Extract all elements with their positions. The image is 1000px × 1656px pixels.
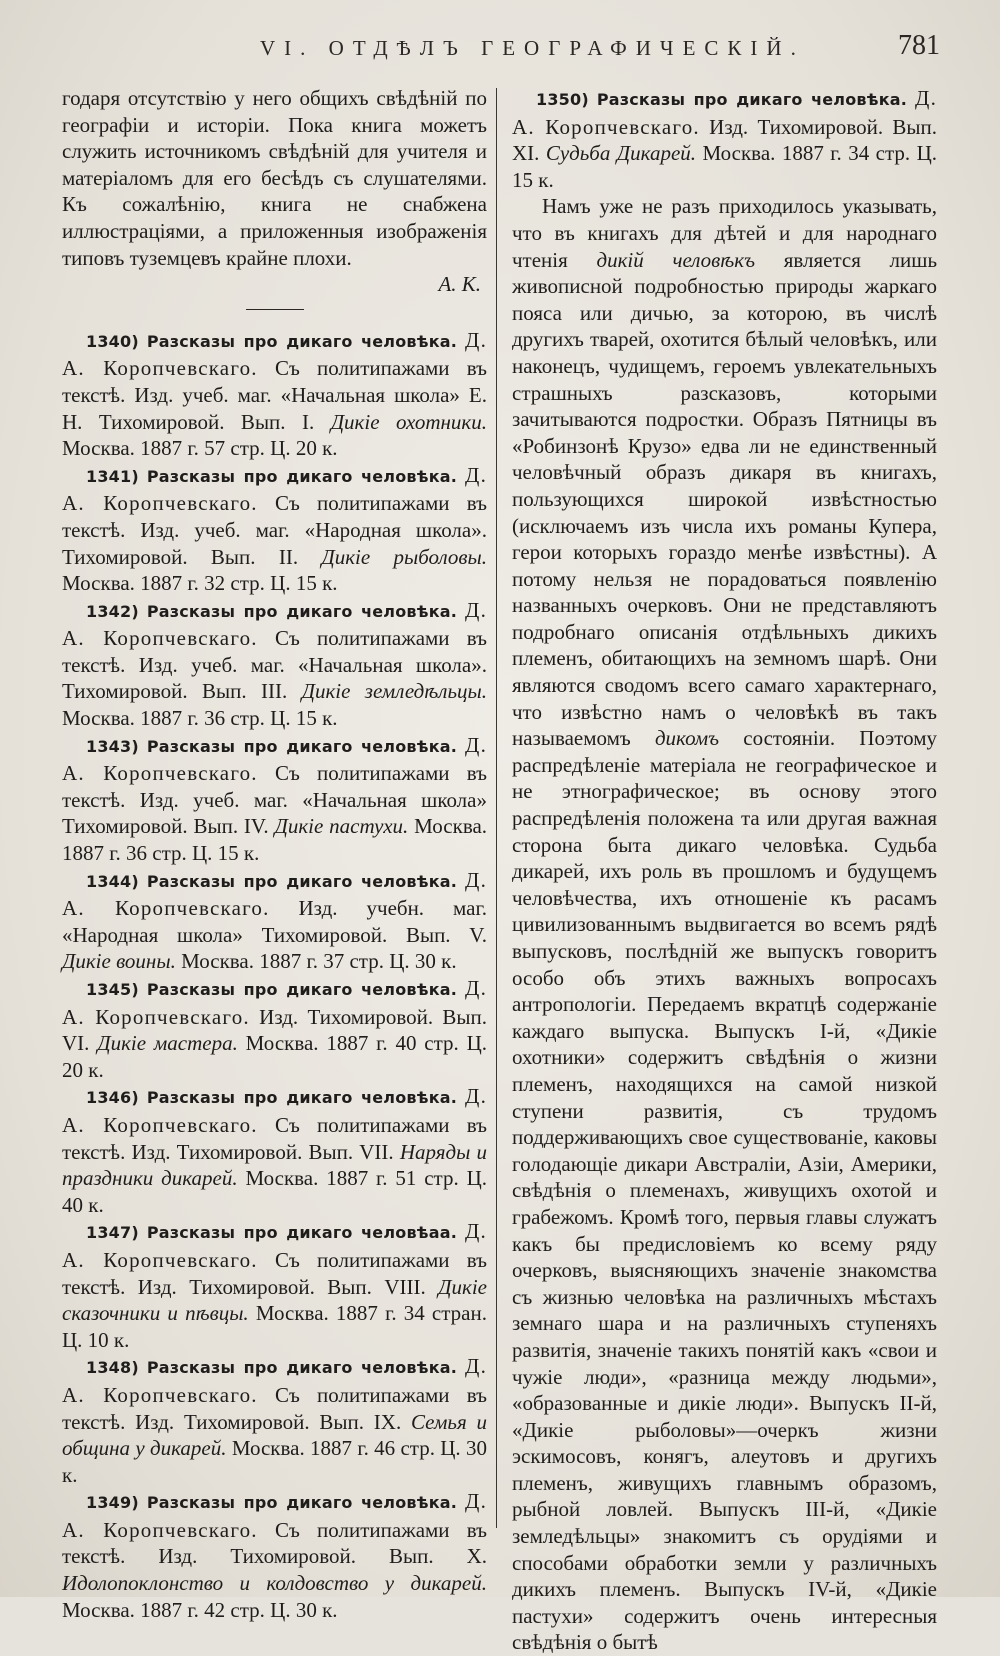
entry-details: Съ политипажами въ текстѣ. Изд. Тихомировой. Вып. VII. [62, 1112, 487, 1164]
entry-imprint: Москва. 1887 г. 37 стр. Ц. 30 к. [181, 949, 457, 974]
entry-title: Дикіе сказочники и пѣвцы. [62, 1274, 487, 1326]
section-rule [246, 309, 304, 310]
entry-author: Д. А. Коропчевскаго. [512, 86, 938, 139]
entry-heading: Разсказы про дикаго человѣка. [146, 331, 458, 351]
bibliography-entry [62, 597, 487, 732]
entry-number: 1343) [86, 736, 139, 756]
bibliography-entry [62, 1353, 487, 1488]
bibliography-entry [62, 867, 487, 975]
entry-number: 1344) [86, 871, 139, 891]
entry-heading: Разсказы про дикаго человѣка. [146, 980, 458, 999]
entry-imprint: Москва. 1887 г. 36 стр. Ц. 15 к. [62, 706, 338, 731]
entry-heading: Разсказы про дикаго человѣка. [146, 601, 458, 621]
entry-details: Изд. Тихомировой. Вып. XI. [512, 114, 937, 166]
entry-heading: Разсказы про дикаго человѣаа. [146, 1223, 458, 1243]
entry-imprint: Москва. 1887 г. 36 стр. Ц. 15 к. [62, 814, 488, 866]
left-column [62, 85, 487, 1623]
entry-title: Дикіе воины. [62, 949, 176, 974]
entry-list [62, 327, 487, 1624]
entry-author: Д. А. Коропчевскаго. [62, 976, 488, 1029]
entry-author: Д. А. Коропчевскаго. [62, 462, 488, 516]
entry-number: 1349) [86, 1493, 139, 1513]
entry-details: Съ политипажами въ текстѣ. Изд. Тихомировой. Вып. IX. [62, 1382, 487, 1434]
bibliography-entry [62, 975, 487, 1083]
entry-title: Дикіе мастера. [97, 1031, 238, 1056]
entry-title: Дикіе рыболовы. [321, 544, 487, 569]
entry-details: Съ политипажами въ текстѣ. Изд. учеб. маг. «Начальная школа» Е. Н. Тихомировой. Вып. I. [62, 356, 487, 434]
page-number: 781 [898, 30, 940, 61]
entry-imprint: Москва. 1887 г. 42 стр. Ц. 30 к. [62, 1597, 338, 1622]
review-text: Намъ уже не разъ приходилось указывать, что въ книгахъ для дѣтей и для народнаго чтенія [512, 194, 937, 272]
entry-title: Дикіе пастухи. [274, 814, 409, 839]
bibliography-entry [62, 327, 487, 462]
entry-imprint: Москва. 1887 г. 34 стран. Ц. 10 к. [62, 1301, 487, 1352]
entry-details: Изд. Тихомировой. Вып. VI. [62, 1004, 487, 1056]
review-text: является лишь живописной подробностью природы жаркаго пояса или дичью, за которою, въ числѣ другихъ тварей, охотится бѣлый человѣкъ, или наконецъ, чудищемъ, героемъ увлекательныхъ страшныхъ разсказовъ, которыми зачитываются подростки. Образъ Пятницы въ «Робинзонѣ Крузо» едва ли не единственный человѣчный образъ дикаря въ книгахъ, пользующихся широкой извѣстностью (исключаемъ изъ числа ихъ романы Купера, герои которыхъ гораздо менѣе извѣстны). А потому нельзя не порадоваться появленію названныхъ очерковъ. Они не представляютъ подробнаго описанія отдѣльныхъ дикихъ племенъ, обитающихъ на земномъ шарѣ. Они являются сводомъ всего самаго характернаго, что извѣстно намъ о человѣкѣ въ такъ называемомъ [512, 247, 938, 751]
review-emphasis: дикомъ [654, 726, 720, 751]
entry-heading: Разсказы про дикаго человѣка. [146, 1358, 458, 1378]
review-text: состояніи. Поэтому распредѣленіе матеріала не географическое и не этнографическое; въ основу этого распредѣленія положена та или другая важная сторона быта дикаго человѣка. Судьба дикарей, ихъ роль въ прошломъ и будущемъ человѣчества, ихъ отношеніе къ расамъ цивилизованнымъ выдвигается во всемъ рядѣ выпусковъ, послѣдній же выпускъ говоритъ особо объ этихъ важныхъ вопросахъ антропологіи. Передаемъ вкратцѣ содержаніе каждаго выпуска. Выпускъ I-й, «Дикіе охотники» содержитъ свѣдѣнія о жизни племенъ, находящихся на самой низкой ступени развитія, съ трудомъ поддерживающихъ свое существованіе, каковы голодающіе дикари Австраліи, Азіи, Америки, свѣдѣнія о племенахъ, живущихъ охотой и грабежомъ. Кромѣ того, первыя главы служатъ какъ бы предисловіемъ ко всему ряду очерковъ, выясняющихъ значеніе знакомства съ жизнью человѣка на различныхъ мѣстахъ земнаго шара и на различныхъ ступеняхъ развитія, значеніе такихъ понятій какъ «свои и чужіе люди», «разница между людьми», «образованные и дикіе люди». Выпускъ II-й, «Дикіе рыболовы»—очеркъ жизни эскимосовъ, конягъ, алеутовъ и другихъ племенъ, живущихъ главнымъ образомъ, рыбной ловлей. Выпускъ III-й, «Дикіе земледѣльцы» знакомитъ съ орудіями и способами обработки земли у различныхъ дикихъ племенъ. Выпускъ IV-й, «Дикіе пастухи» содержитъ очень интересныя свѣдѣнія о бытѣ [512, 726, 938, 1655]
review-signature: А. К. [438, 272, 481, 297]
entry-imprint: Москва. 1887 г. 32 стр. Ц. 15 к. [62, 571, 338, 596]
entry-author: Д. А. Коропчевскаго. [62, 732, 488, 786]
entry-details: Изд. учебн. маг. «Народная школа» Тихомировой. Вып. V. [62, 896, 487, 947]
entry-number: 1348) [86, 1358, 139, 1378]
entry-author: Д. А. Коропчевскаго. [62, 327, 488, 381]
entry-number: 1350) [536, 90, 589, 109]
bibliography-entry [62, 1488, 487, 1623]
entry-author: Д. А. Коропчевскаго. [62, 1084, 488, 1137]
review-emphasis: дикій человѣкъ [596, 247, 756, 272]
entry-title: Судьба Дикарей. [545, 141, 697, 166]
review-paragraph [512, 193, 937, 1656]
running-title: VI. ОТДѢЛЪ ГЕОГРАФИЧЕСКІЙ. [260, 36, 805, 60]
entry-imprint: Москва. 1887 г. 34 стр. Ц. 15 к. [512, 141, 937, 192]
entry-number: 1346) [86, 1088, 139, 1108]
entry-title: Идолопоклонство и колдовство у дикарей. [62, 1571, 487, 1596]
bibliography-entry [512, 85, 937, 193]
entry-author: Д. А. Коропчевскаго. [62, 1219, 487, 1272]
entry-author: Д. А. Коропчевскаго. [62, 1354, 488, 1407]
entry-details: Съ политипажами въ текстѣ. Изд. Тихомировой. Вып. VIII. [62, 1247, 487, 1299]
entry-number: 1347) [86, 1223, 139, 1243]
entry-imprint: Москва. 1887 г. 51 стр. Ц. 40 к. [62, 1166, 487, 1217]
entry-heading: Разсказы про дикаго человѣка. [146, 466, 458, 486]
entry-heading: Разсказы про дикаго человѣка. [146, 1088, 458, 1108]
entry-number: 1341) [86, 466, 139, 486]
bibliography-entry [62, 1083, 487, 1218]
page-header [60, 28, 940, 68]
bibliography-entry [62, 1218, 487, 1353]
entry-title: Дикіе земледѣльцы. [301, 679, 487, 704]
bibliography-entry [62, 732, 487, 867]
entry-imprint: Москва. 1887 г. 46 стр. Ц. 30 к. [62, 1436, 487, 1487]
entry-title: Семья и община у дикарей. [62, 1409, 488, 1461]
entry-heading: Разсказы про дикаго человѣка. [146, 736, 458, 756]
entry-details: Съ политипажами въ текстѣ. Изд. учеб. маг. «Начальная школа». Тихомировой. Вып. III. [62, 626, 487, 704]
entry-number: 1340) [86, 331, 139, 351]
entry-details: Съ политипажами въ текстѣ. Изд. Тихомировой. Вып. X. [62, 1517, 487, 1569]
entry-imprint: Москва. 1887 г. 57 стр. Ц. 20 к. [62, 436, 338, 461]
entry-author: Д. А. Коропчевскаго. [62, 597, 488, 651]
intro-paragraph: годаря отсутствію у него общихъ свѣдѣній по географіи и исторіи. Пока книга можетъ служить источникомъ свѣдѣній для учителя и матеріаломъ для его бесѣдъ съ слушателями. Къ сожалѣнію, книга не снабжена иллюстраціями, а приложенныя изображенія типовъ туземцевъ крайне плохи. [62, 86, 487, 270]
entry-heading: Разсказы про дикаго человѣка. [596, 90, 908, 109]
entry-number: 1342) [86, 601, 139, 621]
bibliography-entry [62, 462, 487, 597]
entry-heading: Разсказы про дикаго человѣка. [146, 871, 458, 891]
entry-author: Д. А. Коропчевскаго. [62, 867, 488, 921]
entry-imprint: Москва. 1887 г. 40 стр. Ц. 20 к. [62, 1031, 487, 1082]
entry-details: Съ политипажами въ текстѣ. Изд. учеб. маг. «Начальная школа» Тихомировой. Вып. IV. [62, 761, 487, 839]
entry-title: Наряды и праздники дикарей. [62, 1139, 488, 1191]
entry-author: Д. А. Коропчевскаго. [62, 1489, 488, 1542]
right-column [512, 85, 937, 1656]
entry-title: Дикіе охотники. [330, 409, 488, 434]
entry-number: 1345) [86, 980, 139, 999]
entry-details: Съ политипажами въ текстѣ. Изд. учеб. маг. «Народная школа». Тихомировой. Вып. II. [62, 491, 487, 569]
entry-heading: Разсказы про дикаго человѣка. [146, 1493, 458, 1513]
column-divider [496, 88, 497, 1528]
